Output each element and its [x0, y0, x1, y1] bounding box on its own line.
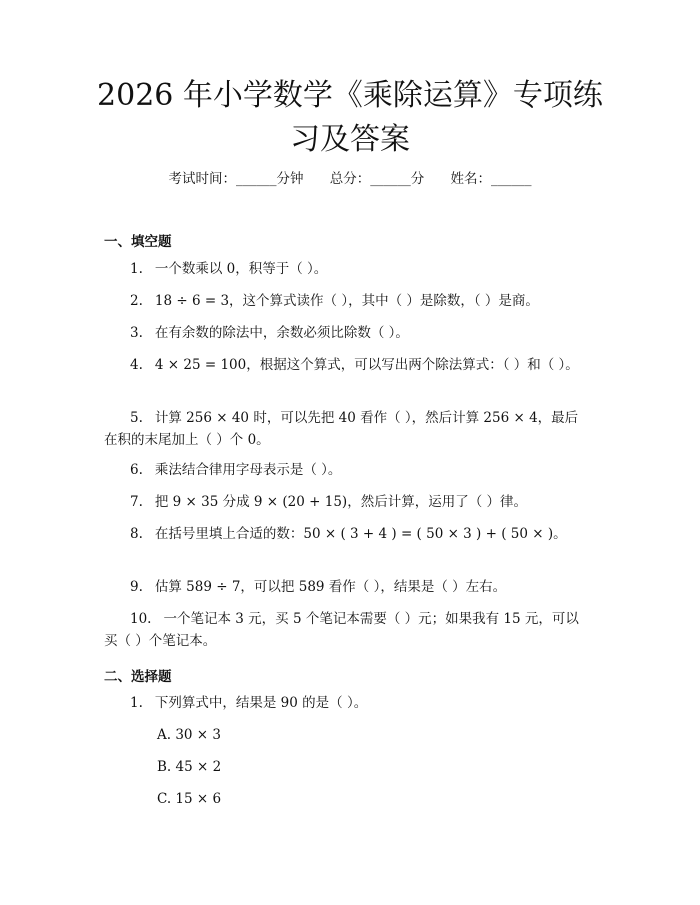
- question-text: 把 9 × 35 分成 9 × (20 + 15)，然后计算，运用了（ ）律。: [154, 494, 527, 510]
- question-number: 1.: [130, 695, 143, 711]
- question-item: [104, 608, 588, 652]
- question-item: [104, 491, 588, 513]
- choice-option-b: B. 45 × 2: [157, 759, 222, 775]
- question-item: [104, 354, 588, 376]
- section-heading-fill-blank: 一、填空题: [104, 234, 172, 250]
- question-number: 7.: [130, 494, 143, 510]
- student-name-field: 姓名：______: [450, 171, 532, 187]
- choice-option-c: C. 15 × 6: [157, 791, 222, 807]
- question-text: 在括号里填上合适的数：50 × ( 3 + 4 ) = ( 50 × 3 ) + ( 50 × )。: [154, 526, 567, 542]
- question-text: 一个数乘以 0，积等于（ ）。: [154, 261, 328, 277]
- question-text: 计算 256 × 40 时，可以先把 40 看作（ ），然后计算 256 × 4，最后在积的末尾加上（ ）个 0。: [104, 410, 579, 448]
- section-heading-multiple-choice: 二、选择题: [104, 669, 172, 685]
- question-number: 6.: [130, 462, 143, 478]
- question-number: 3.: [130, 325, 143, 341]
- question-number: 1.: [130, 261, 143, 277]
- page-title: 2026 年小学数学《乘除运算》专项练习及答案: [97, 78, 603, 157]
- question-item: [104, 290, 588, 312]
- question-item: [104, 258, 588, 280]
- total-score-field: 总分：______分: [329, 171, 425, 187]
- question-text: 乘法结合律用字母表示是（ ）。: [154, 462, 342, 478]
- question-number: 10.: [130, 611, 152, 627]
- question-item: [104, 459, 588, 481]
- question-text: 一个笔记本 3 元，买 5 个笔记本需要（ ）元；如果我有 15 元，可以买（ ）个笔记本。: [104, 611, 579, 649]
- question-number: 8.: [130, 526, 143, 542]
- question-item: [104, 523, 588, 545]
- question-text: 下列算式中，结果是 90 的是（ ）。: [154, 695, 368, 711]
- question-text: 估算 589 ÷ 7，可以把 589 看作（ ），结果是（ ）左右。: [154, 579, 507, 595]
- question-number: 2.: [130, 293, 143, 309]
- exam-time-field: 考试时间：______分钟: [168, 171, 304, 187]
- choice-option-a: A. 30 × 3: [157, 727, 221, 743]
- exam-info: [0, 167, 700, 187]
- question-number: 5.: [130, 410, 143, 426]
- question-item: [104, 322, 588, 344]
- question-text: 在有余数的除法中，余数必须比除数（ ）。: [154, 325, 409, 341]
- question-number: 4.: [130, 357, 143, 373]
- question-number: 9.: [130, 579, 143, 595]
- question-item: [104, 407, 588, 451]
- question-item: [104, 576, 588, 598]
- question-item: [104, 692, 588, 714]
- question-text: 4 × 25 = 100，根据这个算式，可以写出两个除法算式：（ ）和（ ）。: [154, 357, 579, 373]
- question-text: 18 ÷ 6 = 3，这个算式读作（ ），其中（ ）是除数，（ ）是商。: [154, 293, 539, 309]
